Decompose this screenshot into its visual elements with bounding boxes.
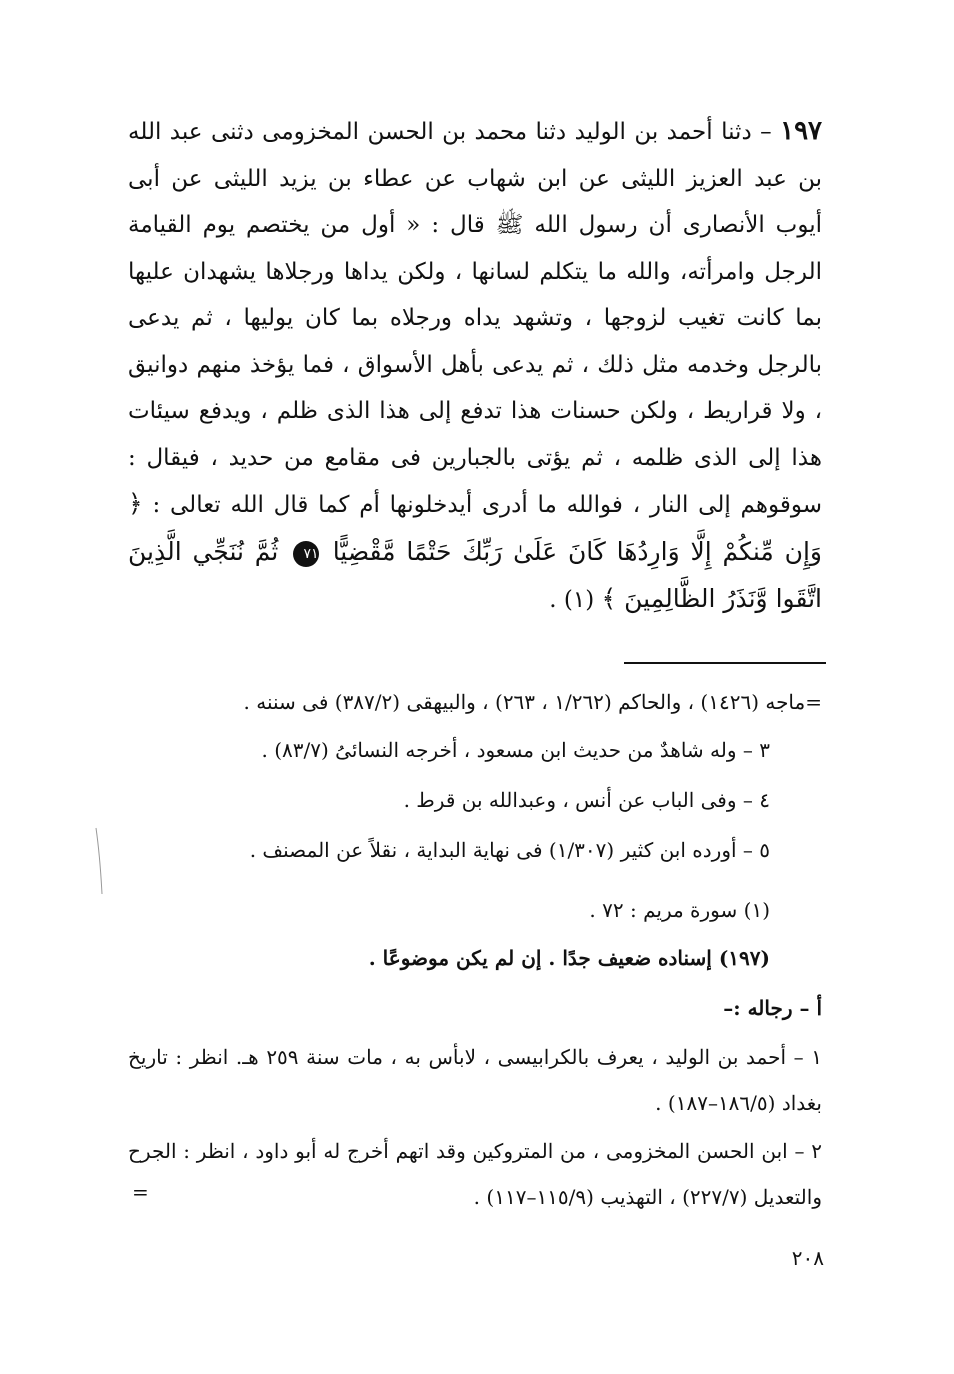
hadith-body: – دثنا أحمد بن الوليد دثنا محمد بن الحسن المخزومى دثنى عبد الله بن عبد العزيز الليثى عن ابن شهاب عن عطاء بن يزيد الليثى عن أبى أيوب الأنصارى أن رسول الله ﷺ قال : « أول من يختصم يوم القيامة الرجل وامرأته، والله ما يتكلم لسانها ، ولكن يداها ورجلاها يشهدان عليها بما كانت تغيب لزوجها ، وتشهد يداه ورجلاه بما كان يوليها ، ثم يدعى بالرجل وخدمه مثل ذلك ، ثم يدعى بأهل الأسواق ، فما يؤخذ منهم دوانيق ، ولا قراريط ، ولكن حسنات هذا تدفع إلى هذا الذى ظلم ، ويدفع سيئات هذا إلى الذى ظلمه ، ثم يؤتى بالجبارين فى مقامع من حديد ، فيقال : سوقوهم إلى النار ، فوالله ما أدرى أيدخلونها أم كما قال الله تعالى :	[128, 119, 823, 518]
rijal-item-2-text: ٢ – ابن الحسن المخزومى ، من المتروكين وقد اتهم أخرج له أبو داود ، انظر : الجرح والتعديل (٢٢٧/٧) ، التهذيب (١١٥/٩–١١٧) .	[128, 1139, 822, 1209]
quran-verse-part1: ﴿ وَإِن مِّنكُمْ إِلَّا وَارِدُهَا كَانَ عَلَىٰ رَبِّكَ حَتْمًا مَّقْضِيًّا	[128, 489, 822, 566]
margin-pencil-mark	[94, 826, 104, 896]
footnote-separator	[624, 662, 826, 664]
footnote-item-3: ٣ – وله شاهدٌ من حديث ابن مسعود ، أخرجه النسائىُ (٨٣/٧) .	[261, 738, 770, 762]
footnote-reference: (١) .	[549, 587, 595, 613]
quran-verse-part2: ثُمَّ نُنَجِّي الَّذِينَ اتَّقَوا وَّنَذَرُ الظَّالِمِينَ ﴾	[128, 536, 822, 613]
footnote-item-5: ٥ – أورده ابن كثير (١/٣٠٧) فى نهاية البداية ، نقلاً عن المصنف .	[249, 838, 770, 862]
footnote-surah-ref: (١) سورة مريم : ٧٢ .	[589, 898, 770, 922]
footnote-item-4: ٤ – وفى الباب عن أنس ، وعبدالله بن قرط .	[403, 788, 770, 812]
rijal-item-1	[128, 1034, 822, 1126]
continuation-mark: =	[132, 1180, 149, 1204]
rijal-item-1-text: ١ – أحمد بن الوليد ، يعرف بالكرابيسى ، لابأس به ، مات سنة ٢٥٩ هـ. انظر : تاريخ بغداد (١٨٦/٥–١٨٧) .	[128, 1045, 823, 1115]
footnote-continued: =ماجه (١٤٢٦) ، والحاكم (١/٢٦٢ ، ٢٦٣) ، والبيهقى (٣٨٧/٢) فى سننه .	[243, 690, 822, 714]
page-number: ٢٠٨	[791, 1246, 824, 1270]
rijal-heading: أ – رجاله :–	[723, 996, 822, 1020]
verse-number-marker: ٧١	[293, 541, 319, 567]
hadith-number: ١٩٧	[780, 116, 823, 146]
rijal-item-2	[128, 1128, 822, 1220]
hadith-paragraph	[128, 108, 822, 624]
hadith-main-text	[128, 108, 822, 624]
isnad-grading: (١٩٧) إسناده ضعيف جدًا . إن لم يكن موضوعًا .	[368, 946, 770, 970]
